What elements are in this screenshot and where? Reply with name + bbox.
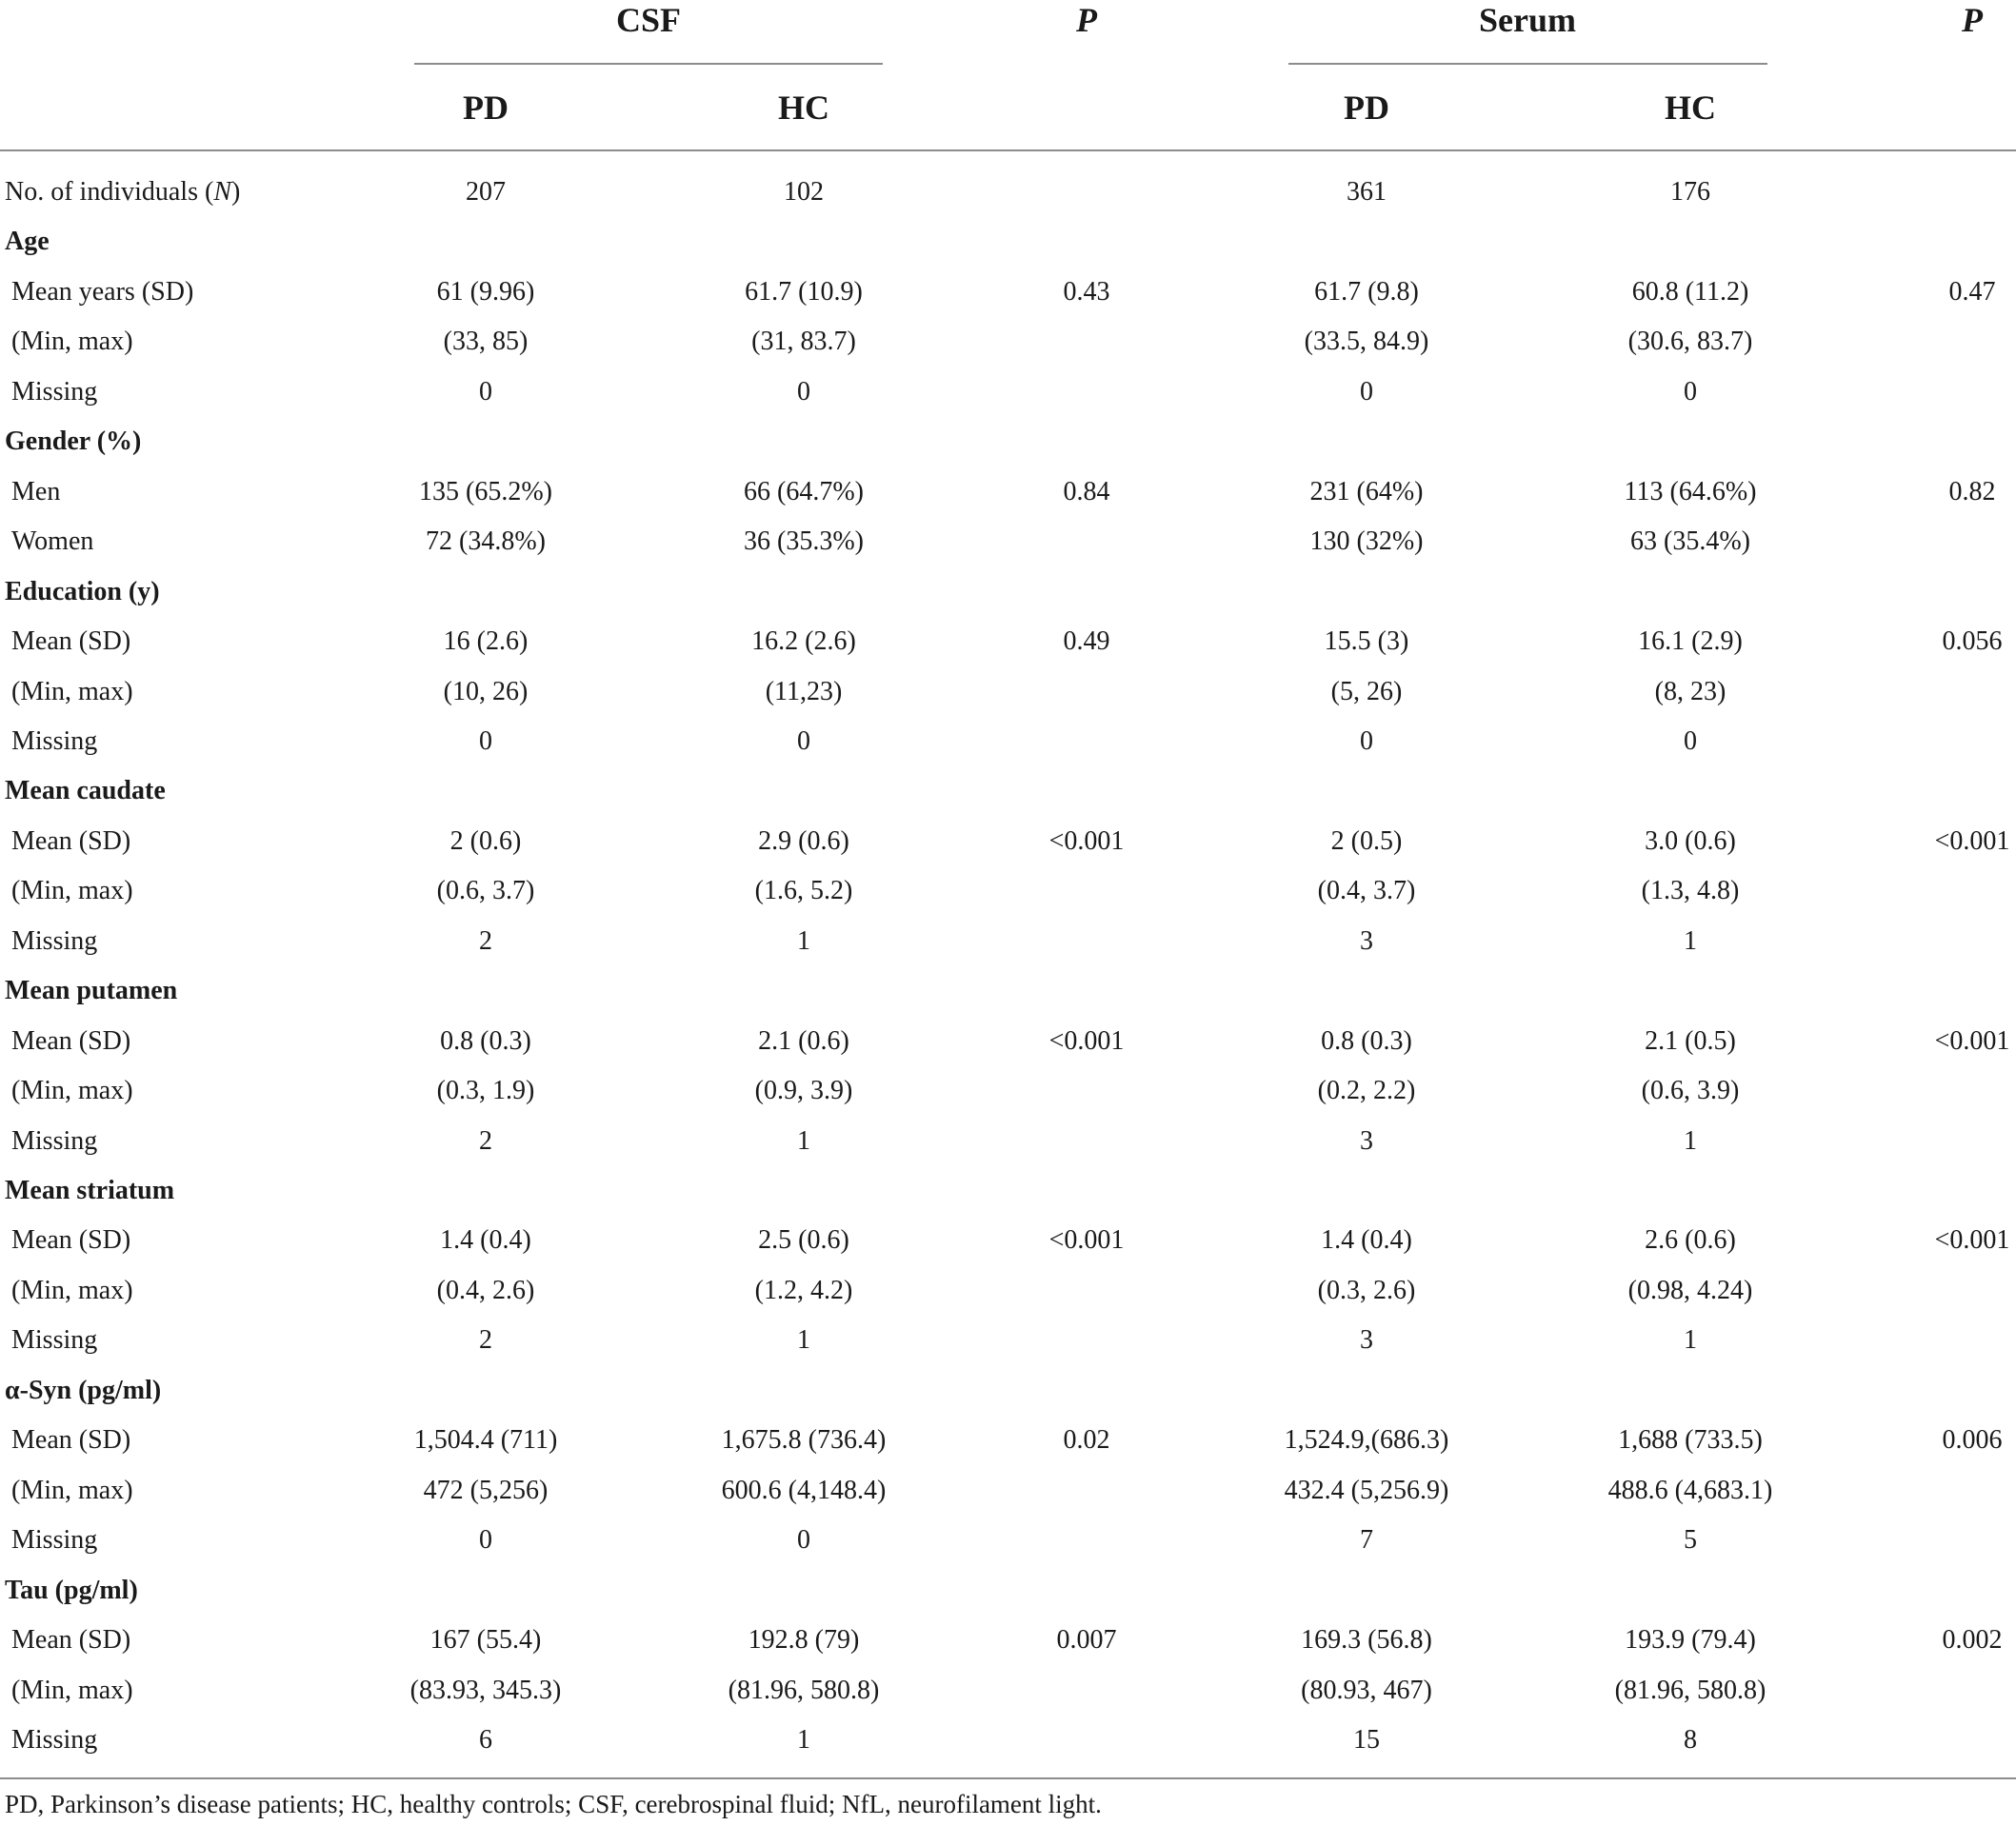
header-bottom-rule bbox=[0, 149, 2016, 151]
header-serum-pd: PD bbox=[1344, 89, 1389, 127]
cell-serum-hc: 113 (64.6%) bbox=[1624, 476, 1757, 506]
cell-serum-hc: 8 bbox=[1684, 1724, 1697, 1755]
section-row bbox=[0, 766, 2016, 816]
section-label: Tau (pg/ml) bbox=[5, 1575, 138, 1605]
cell-csf-pd: 0 bbox=[479, 725, 492, 756]
table-bottom-rule bbox=[0, 1777, 2016, 1779]
cell-csf-pd: 0 bbox=[479, 1525, 492, 1556]
cell-csf-p: <0.001 bbox=[1048, 1025, 1125, 1056]
table-row bbox=[0, 1516, 2016, 1565]
row-label: (Min, max) bbox=[11, 327, 133, 357]
cell-serum-p: <0.001 bbox=[1934, 1225, 2010, 1256]
cell-serum-hc: (0.98, 4.24) bbox=[1627, 1275, 1753, 1305]
cell-csf-pd: 135 (65.2%) bbox=[419, 476, 552, 506]
cell-serum-hc: 2.6 (0.6) bbox=[1645, 1225, 1736, 1256]
section-label: α-Syn (pg/ml) bbox=[5, 1375, 162, 1405]
section-label: Gender (%) bbox=[5, 427, 142, 457]
cell-csf-pd: 472 (5,256) bbox=[423, 1475, 549, 1505]
cell-serum-hc: 1,688 (733.5) bbox=[1618, 1425, 1763, 1456]
header-serum-hc: HC bbox=[1665, 89, 1716, 127]
table-row bbox=[0, 317, 2016, 367]
table-row bbox=[0, 866, 2016, 916]
table-row bbox=[0, 1716, 2016, 1765]
header-p-csf: P bbox=[1076, 1, 1097, 39]
cell-serum-pd: 130 (32%) bbox=[1309, 526, 1424, 557]
cell-csf-hc: 1 bbox=[797, 1325, 810, 1356]
row-label: (Min, max) bbox=[11, 1475, 133, 1505]
cell-csf-hc: (81.96, 580.8) bbox=[728, 1675, 880, 1705]
cell-serum-p: <0.001 bbox=[1934, 825, 2010, 856]
cell-csf-pd: 2 bbox=[479, 1125, 492, 1156]
table-row bbox=[0, 617, 2016, 666]
table-row bbox=[0, 168, 2016, 217]
header-serum: Serum bbox=[1479, 1, 1576, 39]
cell-serum-pd: 0 bbox=[1360, 376, 1373, 407]
table-row bbox=[0, 1466, 2016, 1516]
cell-csf-pd: 72 (34.8%) bbox=[426, 526, 546, 557]
cell-serum-hc: (8, 23) bbox=[1654, 676, 1727, 706]
section-label: Mean striatum bbox=[5, 1176, 175, 1205]
csf-group-rule bbox=[414, 63, 883, 65]
cell-csf-hc: (1.6, 5.2) bbox=[754, 876, 853, 906]
cell-serum-pd: 169.3 (56.8) bbox=[1301, 1625, 1432, 1656]
cell-serum-p: <0.001 bbox=[1934, 1025, 2010, 1056]
cell-csf-pd: (83.93, 345.3) bbox=[409, 1675, 562, 1705]
table-row bbox=[0, 1616, 2016, 1665]
table-row bbox=[0, 467, 2016, 517]
cell-serum-pd: (80.93, 467) bbox=[1301, 1675, 1432, 1705]
cell-serum-hc: 0 bbox=[1684, 376, 1697, 407]
cell-serum-pd: 0 bbox=[1360, 725, 1373, 756]
row-label: No. of individuals (N) bbox=[5, 177, 241, 207]
cell-csf-pd: 0.8 (0.3) bbox=[440, 1025, 531, 1056]
cell-serum-hc: 60.8 (11.2) bbox=[1631, 276, 1749, 307]
cell-serum-pd: 0.8 (0.3) bbox=[1321, 1025, 1412, 1056]
row-label: Mean (SD) bbox=[11, 825, 131, 856]
cell-serum-pd: 3 bbox=[1360, 1325, 1373, 1356]
cell-csf-pd: 1.4 (0.4) bbox=[440, 1225, 531, 1256]
cell-serum-p: 0.82 bbox=[1948, 476, 1996, 506]
header-csf-hc: HC bbox=[778, 89, 829, 127]
cell-csf-pd: 2 (0.6) bbox=[449, 825, 522, 856]
cell-csf-hc: (11,23) bbox=[765, 676, 843, 706]
cell-csf-pd: (0.4, 2.6) bbox=[436, 1275, 535, 1305]
section-row bbox=[0, 1366, 2016, 1416]
table-row bbox=[0, 268, 2016, 317]
cell-csf-p: <0.001 bbox=[1048, 825, 1125, 856]
cell-csf-hc: (31, 83.7) bbox=[751, 327, 856, 357]
cell-serum-pd: 231 (64%) bbox=[1309, 476, 1424, 506]
section-row bbox=[0, 217, 2016, 267]
cell-csf-pd: 207 bbox=[466, 177, 506, 207]
cell-csf-hc: 66 (64.7%) bbox=[744, 476, 864, 506]
cell-csf-pd: 2 bbox=[479, 1325, 492, 1356]
cell-csf-p: 0.43 bbox=[1063, 276, 1110, 307]
cell-csf-hc: 2.9 (0.6) bbox=[758, 825, 849, 856]
cell-csf-pd: 2 bbox=[479, 925, 492, 956]
section-row bbox=[0, 1166, 2016, 1216]
section-row bbox=[0, 966, 2016, 1016]
cell-serum-hc: 1 bbox=[1684, 1325, 1697, 1356]
cell-csf-pd: 0 bbox=[479, 376, 492, 407]
cell-csf-p: 0.007 bbox=[1056, 1625, 1117, 1656]
header-csf-pd: PD bbox=[463, 89, 509, 127]
row-label: (Min, max) bbox=[11, 1076, 133, 1106]
row-label: Missing bbox=[11, 1325, 98, 1356]
header-p-serum: P bbox=[1962, 1, 1983, 39]
row-label: Missing bbox=[11, 925, 98, 956]
cell-csf-hc: 1,675.8 (736.4) bbox=[721, 1425, 887, 1456]
cell-serum-pd: 1,524.9,(686.3) bbox=[1284, 1425, 1449, 1456]
row-label: Missing bbox=[11, 1724, 98, 1755]
cell-csf-pd: (33, 85) bbox=[443, 327, 529, 357]
cell-csf-p: 0.49 bbox=[1063, 626, 1110, 657]
cell-csf-pd: (0.6, 3.7) bbox=[436, 876, 535, 906]
cell-serum-pd: 432.4 (5,256.9) bbox=[1284, 1475, 1449, 1505]
cell-serum-hc: 16.1 (2.9) bbox=[1638, 626, 1743, 657]
cell-serum-pd: 361 bbox=[1347, 177, 1387, 207]
table-row bbox=[0, 1066, 2016, 1116]
cell-csf-hc: 192.8 (79) bbox=[748, 1625, 860, 1656]
table-row bbox=[0, 517, 2016, 566]
cell-csf-hc: (0.9, 3.9) bbox=[754, 1076, 853, 1106]
row-label: (Min, max) bbox=[11, 876, 133, 906]
row-label: Missing bbox=[11, 725, 98, 756]
cell-serum-pd: 7 bbox=[1360, 1525, 1373, 1556]
cell-csf-hc: 600.6 (4,148.4) bbox=[721, 1475, 887, 1505]
cell-serum-hc: 193.9 (79.4) bbox=[1625, 1625, 1756, 1656]
section-row bbox=[0, 417, 2016, 466]
cell-serum-pd: 1.4 (0.4) bbox=[1321, 1225, 1412, 1256]
cell-csf-hc: 2.5 (0.6) bbox=[758, 1225, 849, 1256]
cell-serum-pd: 61.7 (9.8) bbox=[1314, 276, 1419, 307]
cell-serum-pd: (0.2, 2.2) bbox=[1317, 1076, 1416, 1106]
cell-csf-hc: 36 (35.3%) bbox=[744, 526, 864, 557]
cell-serum-hc: 488.6 (4,683.1) bbox=[1607, 1475, 1773, 1505]
cell-serum-pd: 15.5 (3) bbox=[1324, 626, 1409, 657]
row-label: Mean (SD) bbox=[11, 1025, 131, 1056]
cell-serum-hc: (1.3, 4.8) bbox=[1641, 876, 1740, 906]
cell-csf-pd: 1,504.4 (711) bbox=[413, 1425, 558, 1456]
table-row bbox=[0, 667, 2016, 717]
row-label: Women bbox=[11, 526, 94, 557]
cell-csf-p: 0.02 bbox=[1063, 1425, 1110, 1456]
cell-serum-hc: 63 (35.4%) bbox=[1630, 526, 1750, 557]
section-row bbox=[0, 1566, 2016, 1616]
cell-csf-pd: 61 (9.96) bbox=[436, 276, 535, 307]
row-label: Mean (SD) bbox=[11, 626, 131, 657]
row-label: Men bbox=[11, 476, 61, 506]
table-row bbox=[0, 1117, 2016, 1166]
table-row bbox=[0, 367, 2016, 417]
cell-serum-hc: (81.96, 580.8) bbox=[1614, 1675, 1766, 1705]
cell-serum-pd: (0.3, 2.6) bbox=[1317, 1275, 1416, 1305]
cell-serum-pd: 3 bbox=[1360, 925, 1373, 956]
row-label: Missing bbox=[11, 376, 98, 407]
row-label: (Min, max) bbox=[11, 1275, 133, 1305]
cell-serum-hc: 176 bbox=[1670, 177, 1710, 207]
row-label: Missing bbox=[11, 1125, 98, 1156]
table-row bbox=[0, 1416, 2016, 1465]
cell-serum-pd: 3 bbox=[1360, 1125, 1373, 1156]
section-label: Mean putamen bbox=[5, 976, 178, 1006]
cell-serum-hc: 5 bbox=[1684, 1525, 1697, 1556]
cell-serum-pd: (5, 26) bbox=[1330, 676, 1403, 706]
table-row bbox=[0, 1666, 2016, 1716]
table-row bbox=[0, 817, 2016, 866]
cell-serum-hc: (30.6, 83.7) bbox=[1627, 327, 1753, 357]
row-label: (Min, max) bbox=[11, 1675, 133, 1705]
cell-csf-hc: 102 bbox=[784, 177, 824, 207]
cell-serum-pd: 15 bbox=[1353, 1724, 1380, 1755]
cell-serum-p: 0.002 bbox=[1942, 1625, 2003, 1656]
cell-csf-pd: (0.3, 1.9) bbox=[436, 1076, 535, 1106]
cell-serum-pd: 2 (0.5) bbox=[1330, 825, 1403, 856]
cell-serum-p: 0.056 bbox=[1942, 626, 2003, 657]
row-label: (Min, max) bbox=[11, 676, 133, 706]
serum-group-rule bbox=[1288, 63, 1767, 65]
cell-csf-pd: 167 (55.4) bbox=[429, 1625, 542, 1656]
cell-serum-hc: 1 bbox=[1684, 1125, 1697, 1156]
cell-csf-hc: 1 bbox=[797, 925, 810, 956]
row-label: Mean years (SD) bbox=[11, 276, 194, 307]
cell-csf-pd: (10, 26) bbox=[443, 676, 529, 706]
cell-csf-hc: 2.1 (0.6) bbox=[758, 1025, 849, 1056]
section-row bbox=[0, 567, 2016, 617]
cell-csf-hc: 1 bbox=[797, 1724, 810, 1755]
cell-csf-hc: 0 bbox=[797, 1525, 810, 1556]
row-label: Missing bbox=[11, 1525, 98, 1556]
cell-csf-hc: 16.2 (2.6) bbox=[751, 626, 856, 657]
cell-csf-pd: 16 (2.6) bbox=[443, 626, 529, 657]
cell-serum-hc: 1 bbox=[1684, 925, 1697, 956]
section-label: Age bbox=[5, 227, 50, 257]
cell-serum-hc: 3.0 (0.6) bbox=[1645, 825, 1736, 856]
cell-serum-pd: (0.4, 3.7) bbox=[1317, 876, 1416, 906]
footnote: PD, Parkinson’s disease patients; HC, healthy controls; CSF, cerebrospinal fluid; NfL, neurofilament light. bbox=[5, 1790, 1102, 1818]
section-label: Education (y) bbox=[5, 576, 160, 606]
cell-serum-hc: 0 bbox=[1684, 725, 1697, 756]
row-label: Mean (SD) bbox=[11, 1625, 131, 1656]
table-row bbox=[0, 1316, 2016, 1365]
cell-csf-hc: 0 bbox=[797, 725, 810, 756]
table-row bbox=[0, 717, 2016, 766]
cell-serum-hc: 2.1 (0.5) bbox=[1645, 1025, 1736, 1056]
cell-serum-pd: (33.5, 84.9) bbox=[1304, 327, 1429, 357]
cell-csf-hc: 1 bbox=[797, 1125, 810, 1156]
section-label: Mean caudate bbox=[5, 776, 166, 806]
cell-csf-hc: 0 bbox=[797, 376, 810, 407]
cell-serum-p: 0.47 bbox=[1948, 276, 1996, 307]
cell-csf-p: <0.001 bbox=[1048, 1225, 1125, 1256]
row-label: Mean (SD) bbox=[11, 1225, 131, 1256]
row-label: Mean (SD) bbox=[11, 1425, 131, 1456]
cell-csf-hc: 61.7 (10.9) bbox=[745, 276, 863, 307]
table-row bbox=[0, 917, 2016, 966]
table-row bbox=[0, 1017, 2016, 1066]
cell-csf-pd: 6 bbox=[479, 1724, 492, 1755]
cell-csf-p: 0.84 bbox=[1063, 476, 1110, 506]
header-csf: CSF bbox=[615, 1, 682, 39]
table-row bbox=[0, 1266, 2016, 1316]
table-row bbox=[0, 1216, 2016, 1265]
cell-csf-hc: (1.2, 4.2) bbox=[754, 1275, 853, 1305]
cell-serum-hc: (0.6, 3.9) bbox=[1641, 1076, 1740, 1106]
cell-serum-p: 0.006 bbox=[1942, 1425, 2003, 1456]
